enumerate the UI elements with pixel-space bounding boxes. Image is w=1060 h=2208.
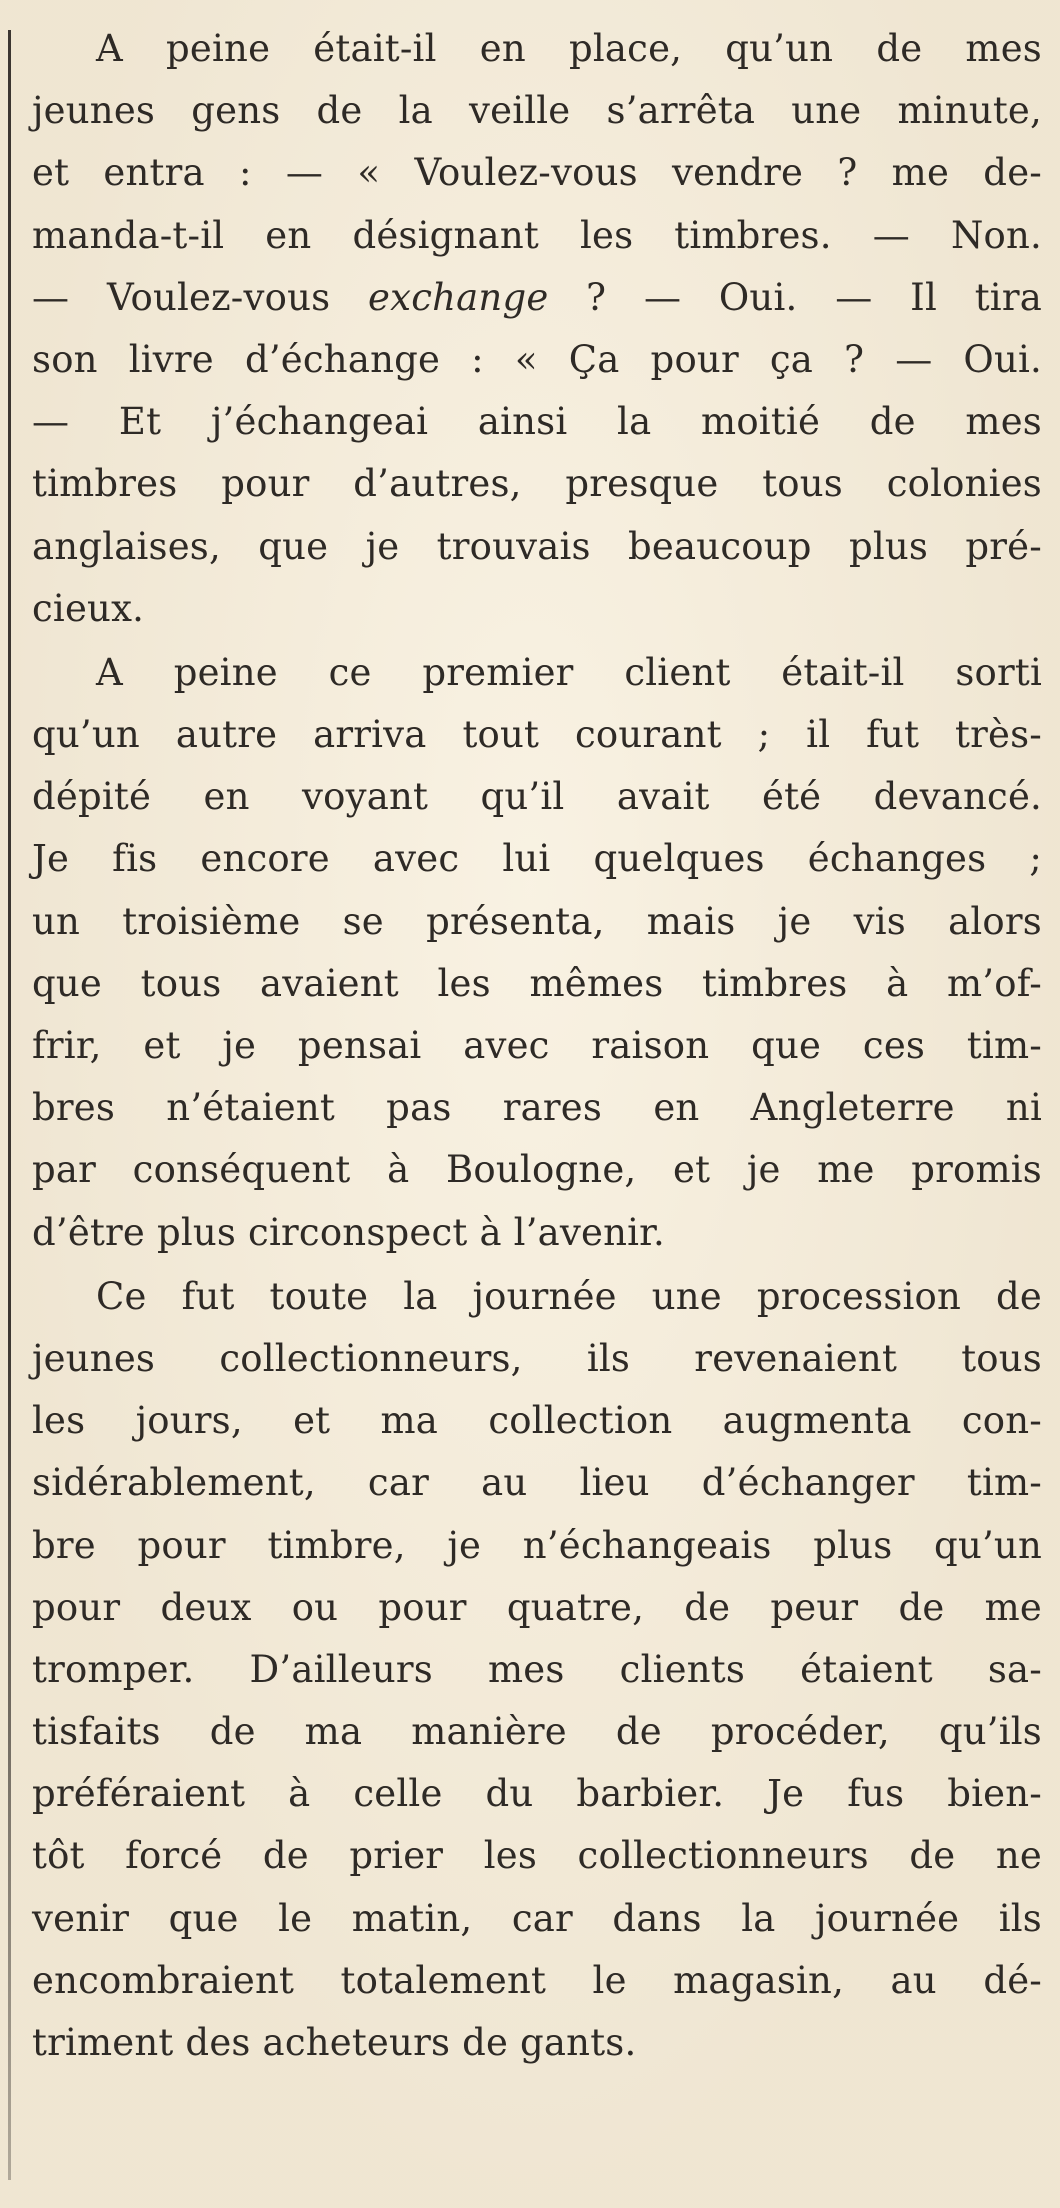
text-line: anglaises, que je trouvais beaucoup plus pré- (32, 524, 1042, 568)
text-line: sidérablement, car au lieu d’échanger tim- (32, 1461, 1042, 1505)
text-line: jeunes gens de la veille s’arrêta une minute, (32, 89, 1042, 133)
paragraph-3 (32, 1266, 1042, 2074)
text-line: un troisième se présenta, mais je vis alors (32, 899, 1042, 943)
text-line: encombraient totalement le magasin, au dé- (32, 1958, 1042, 2002)
margin-rule (8, 30, 11, 2180)
text-line: préféraient à celle du barbier. Je fus bien- (32, 1772, 1042, 1816)
text-line: frir, et je pensai avec raison que ces tim- (32, 1024, 1042, 1067)
text-line: Je fis encore avec lui quelques échanges ; (32, 837, 1042, 881)
paragraph-1 (32, 18, 1042, 640)
text-line: d’être plus circonspect à l’avenir. (32, 1210, 665, 1254)
text-line: et entra : — « Voulez-vous vendre ? me de- (32, 151, 1042, 195)
text-line: triment des acheteurs de gants. (32, 2021, 637, 2064)
text-line: — Voulez-vous exchange ? — Oui. — Il tira (32, 275, 1042, 319)
text-line: son livre d’échange : « Ça pour ça ? — Oui. (32, 337, 1042, 381)
text-line: manda-t-il en désignant les timbres. — Non. (32, 213, 1042, 257)
text-line: A peine était-il en place, qu’un de mes (96, 27, 1042, 70)
text-line: qu’un autre arriva tout courant ; il fut très- (32, 713, 1042, 757)
text-line: bre pour timbre, je n’échangeais plus qu’un (32, 1523, 1042, 1567)
text-line: par conséquent à Boulogne, et je me promis (32, 1148, 1042, 1192)
paragraph-2 (32, 642, 1042, 1264)
italic-word: exchange (368, 275, 549, 319)
text-line: jeunes collectionneurs, ils revenaient tous (32, 1336, 1042, 1380)
text-line: les jours, et ma collection augmenta con- (32, 1399, 1042, 1443)
text-line: Ce fut toute la journée une procession de (96, 1274, 1042, 1318)
text-line: tromper. D’ailleurs mes clients étaient sa- (32, 1647, 1042, 1691)
text-line: timbres pour d’autres, presque tous colonies (32, 462, 1042, 506)
text-line: que tous avaient les mêmes timbres à m’of- (32, 961, 1042, 1005)
text-line: cieux. (32, 586, 145, 630)
text-line: tisfaits de ma manière de procéder, qu’ils (32, 1710, 1042, 1754)
text-line: dépité en voyant qu’il avait été devancé. (32, 775, 1042, 819)
text-line: venir que le matin, car dans la journée ils (32, 1896, 1042, 1940)
text-line: — Et j’échangeai ainsi la moitié de mes (32, 400, 1042, 444)
text-line: bres n’étaient pas rares en Angleterre ni (32, 1086, 1042, 1130)
text-line: tôt forcé de prier les collectionneurs de ne (32, 1834, 1042, 1878)
text-line: A peine ce premier client était-il sorti (96, 650, 1042, 694)
text-line: pour deux ou pour quatre, de peur de me (32, 1585, 1042, 1629)
body-text (32, 18, 1042, 2074)
